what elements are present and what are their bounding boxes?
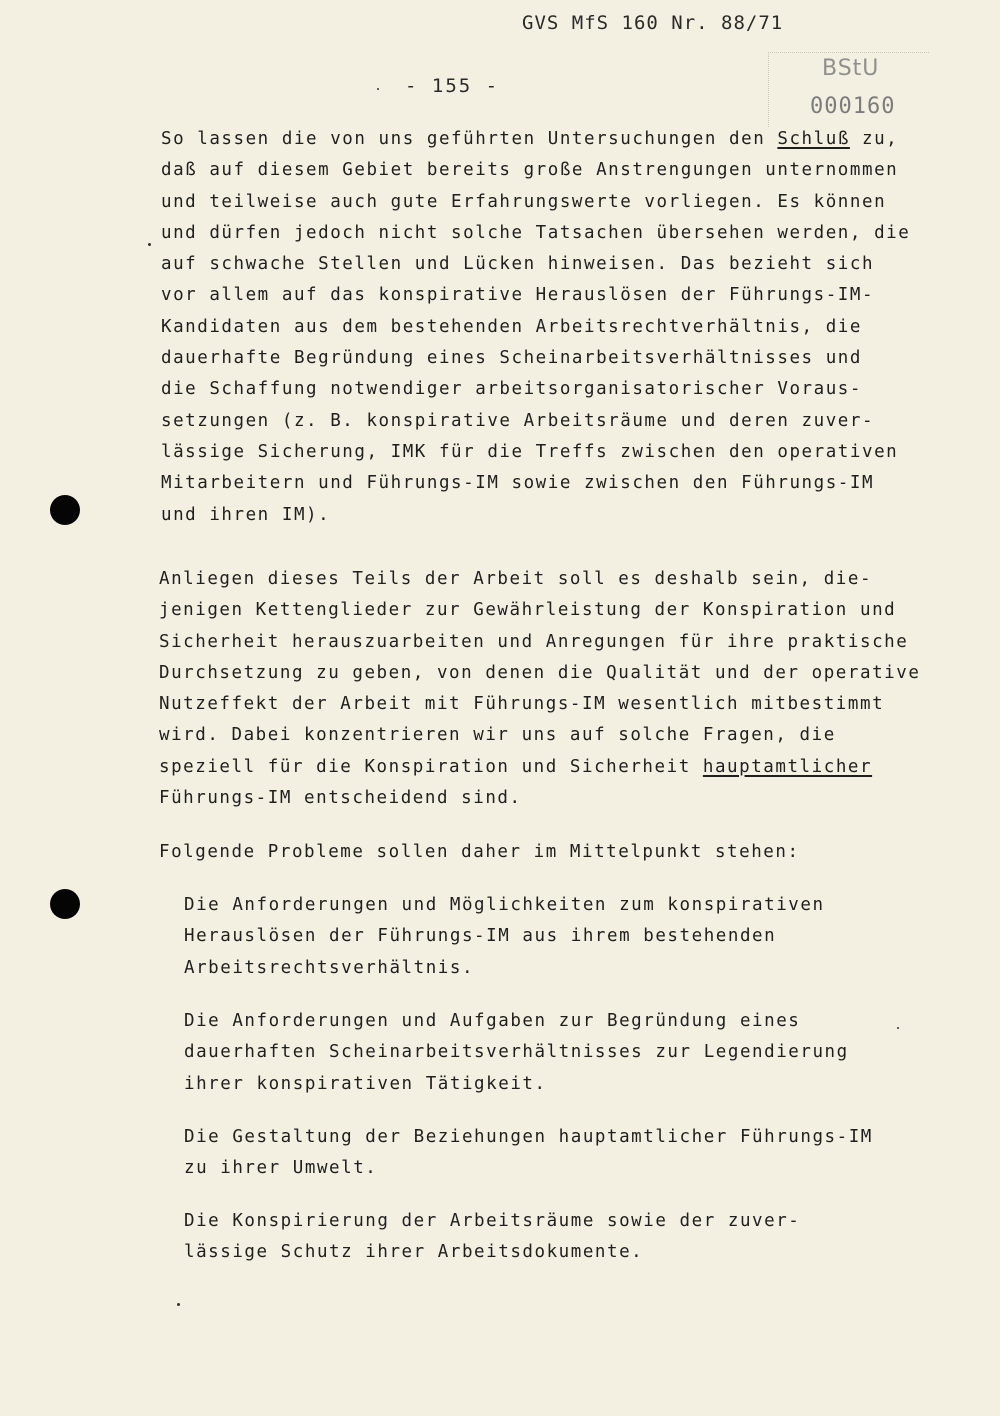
text-line: Folgende Probleme sollen daher im Mittelpunkt stehen:	[159, 842, 800, 862]
text-line: So lassen die von uns geführten Untersuchungen den Schluß zu,	[161, 129, 899, 149]
text-line: auf schwache Stellen und Lücken hinweisen. Das bezieht sich	[161, 254, 875, 275]
scan-speck	[897, 1027, 899, 1029]
text-line: vor allem auf das konspirative Herauslösen der Führungs-IM-	[161, 285, 875, 306]
text-line: speziell für die Konspiration und Sicherheit hauptamtlicher	[159, 756, 873, 777]
page-number: - 155 -	[405, 75, 500, 97]
text-line: Arbeitsrechtsverhältnis.	[184, 957, 475, 978]
text-line: Die Konspirierung der Arbeitsräume sowie der zuver-	[184, 1211, 801, 1231]
scan-speck	[148, 243, 151, 246]
text-line: Die Anforderungen und Möglichkeiten zum konspirativen	[184, 895, 825, 915]
scan-speck	[177, 1303, 180, 1306]
paragraph-1	[161, 124, 910, 531]
text-line: Die Anforderungen und Aufgaben zur Begründung eines	[184, 1011, 801, 1031]
text-line: Führungs-IM entscheidend sind.	[159, 788, 522, 809]
text-line: Sicherheit herauszuarbeiten und Anregungen für ihre praktische	[159, 631, 909, 652]
text-line: daß auf diesem Gebiet bereits große Anstrengungen unternommen	[161, 160, 899, 181]
paragraph-3	[159, 837, 800, 868]
scan-speck	[377, 88, 379, 90]
text-line: lässige Sicherung, IMK für die Treffs zwischen den operativen	[161, 441, 899, 462]
text-line: die Schaffung notwendiger arbeitsorganisatorischer Voraus-	[161, 379, 862, 400]
text-line: Anliegen dieses Teils der Arbeit soll es deshalb sein, die-	[159, 569, 873, 589]
paragraph-2	[159, 564, 920, 814]
text-line: Kandidaten aus dem bestehenden Arbeitsrechtverhältnis, die	[161, 316, 862, 337]
punch-hole-icon	[50, 495, 80, 525]
problem-item-2	[184, 1006, 849, 1100]
problem-item-3	[184, 1122, 873, 1185]
text-line: und ihren IM).	[161, 504, 331, 525]
text-line: Die Gestaltung der Beziehungen hauptamtlicher Führungs-IM	[184, 1127, 873, 1147]
text-line: lässige Schutz ihrer Arbeitsdokumente.	[184, 1242, 644, 1263]
text-line: ihrer konspirativen Tätigkeit.	[184, 1073, 547, 1094]
problem-item-4	[184, 1206, 800, 1269]
archive-stamp-number: 000160	[810, 94, 896, 119]
punch-hole-icon	[50, 889, 80, 919]
underlined-word: hauptamtlicher	[702, 756, 873, 777]
underlined-word: Schluß	[777, 129, 850, 149]
document-reference: GVS MfS 160 Nr. 88/71	[522, 12, 784, 34]
text-line: Herauslösen der Führungs-IM aus ihrem bestehenden	[184, 926, 777, 947]
text-line: setzungen (z. B. konspirative Arbeitsräume und deren zuver-	[161, 410, 875, 431]
archive-stamp-label: BStU	[822, 56, 880, 81]
text-line: und teilweise auch gute Erfahrungswerte vorliegen. Es können	[161, 191, 887, 212]
problem-item-1	[184, 890, 825, 984]
text-line: Durchsetzung zu geben, von denen die Qualität und der operative	[159, 662, 921, 683]
text-line: zu ihrer Umwelt.	[184, 1158, 378, 1179]
text-line: dauerhafte Begründung eines Scheinarbeitsverhältnisses und	[161, 348, 862, 369]
text-line: wird. Dabei konzentrieren wir uns auf solche Fragen, die	[159, 725, 836, 746]
text-line: Nutzeffekt der Arbeit mit Führungs-IM wesentlich mitbestimmt	[159, 694, 885, 715]
text-line: jenigen Kettenglieder zur Gewährleistung der Konspiration und	[159, 600, 897, 621]
text-line: dauerhaften Scheinarbeitsverhältnisses zur Legendierung	[184, 1042, 849, 1063]
text-line: und dürfen jedoch nicht solche Tatsachen übersehen werden, die	[161, 222, 911, 243]
text-line: Mitarbeitern und Führungs-IM sowie zwischen den Führungs-IM	[161, 473, 875, 494]
